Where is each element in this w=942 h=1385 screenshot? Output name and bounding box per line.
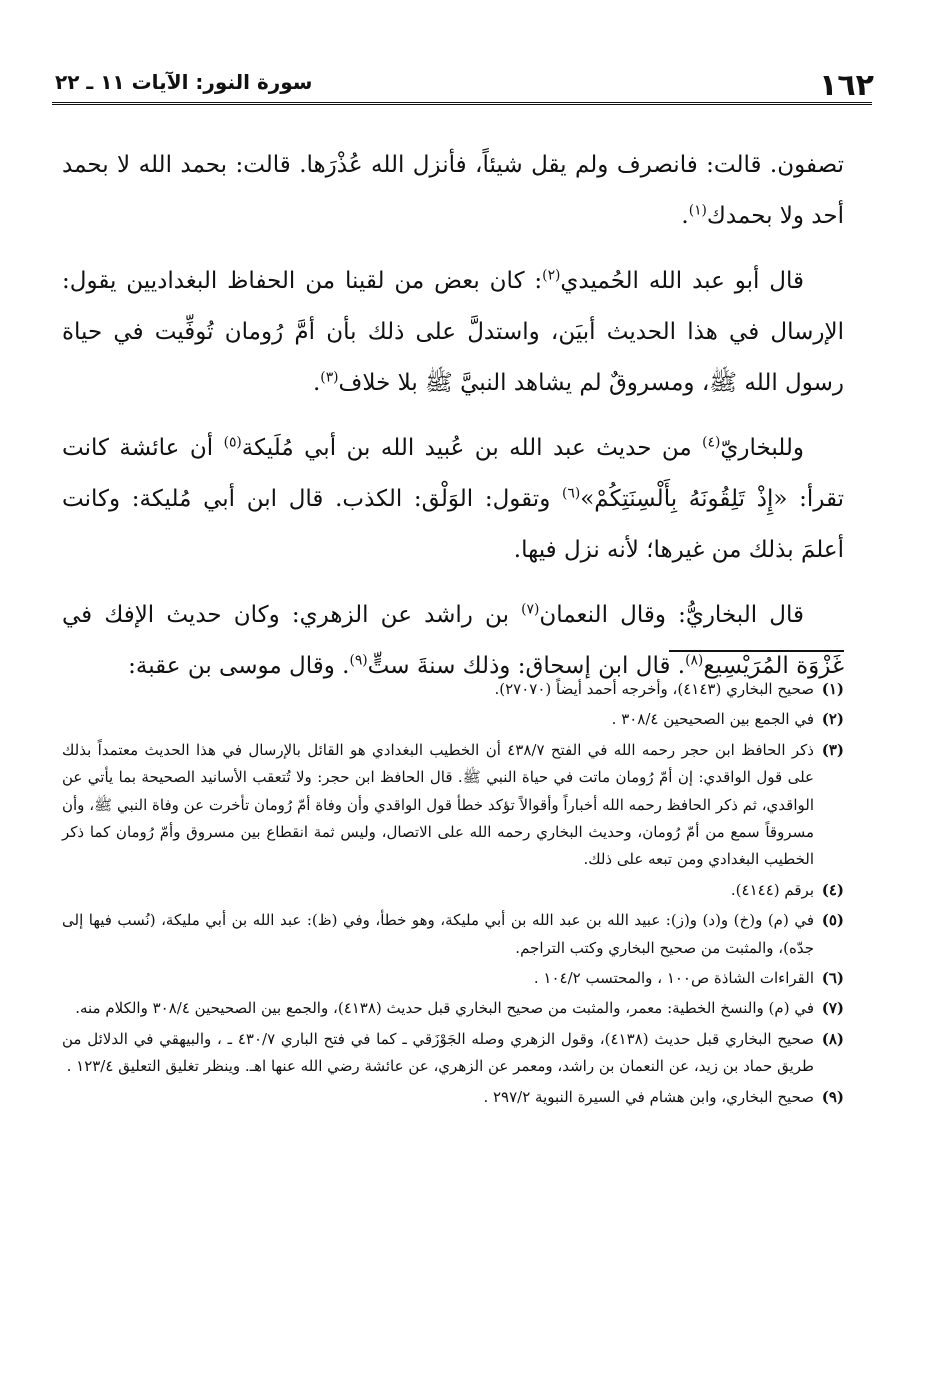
footnote-text: ذكر الحافظ ابن حجر رحمه الله في الفتح ٤٣٨/٧ أن الخطيب البغدادي هو القائل بالإرسال في هذا الحديث معتمداً بذلك على قول الواقدي: إن أمّ رُومان ماتت في حياة النبي ﷺ. قال الحافظ ابن حجر: ولا تُتعقب الأسانيد الصحيحة بما يأتي عن الواقدي، ثم ذكر الحافظ رحمه الله أخباراً وأقوالاً تؤكد خطأ قول الواقدي وأن وفاة أمّ رُومان تأخرت عن وفاة النبي ﷺ، وأن مسروقاً سمع من أمّ رُومان، وحديث البخاري رحمه الله على الاتصال، وليس ثمة انقطاع بين مسروق وأمّ رُومان كما ذكر الخطيب البغدادي ومن تبعه على ذلك. <box>62 740 814 869</box>
footnote-ref: (٤) <box>702 434 721 451</box>
footnote-ref: (٧) <box>521 601 540 618</box>
footnote-text: في (م) والنسخ الخطية: معمر، والمثبت من صحيح البخاري قبل حديث (٤١٣٨)، والجمع بين الصحيحين ٣٠٨/٤ والكلام منه. <box>75 999 814 1018</box>
footnote-text: صحيح البخاري (٤١٤٣)، وأخرجه أحمد أيضاً (٢٧٠٧٠). <box>494 680 814 698</box>
paragraph-text: تصفون. قالت: فانصرف ولم يقل شيئاً، فأنزل الله عُذْرَها. قالت: بحمد الله لا بحمد أحد ولا بحمدك <box>62 152 844 229</box>
page-header <box>55 62 874 106</box>
paragraph <box>62 140 844 242</box>
paragraph-text: : كان بعض من لقينا من الحفاظ البغداديين يقول: الإرسال في هذا الحديث أبيَن، واستدلَّ على ذلك بأن أمَّ رُومان تُوفِّيت في حياة رسول الله ﷺ، ومسروقٌ لم يشاهد النبيَّ ﷺ بلا خلاف <box>62 268 844 396</box>
footnote-number: (٨) <box>821 1029 844 1048</box>
footnote <box>62 965 844 992</box>
paragraph-text: وللبخاريّ <box>720 435 804 461</box>
main-text <box>62 140 844 706</box>
paragraph-text: بن راشد عن الزهري: وكان حديث الإفك في غَزْوَة المُرَيْسِيع <box>62 602 844 679</box>
footnote <box>62 1084 844 1111</box>
footnote-number: (٥) <box>821 911 844 930</box>
paragraph-text: . <box>681 203 689 229</box>
paragraph-text: . <box>312 370 321 396</box>
footnote <box>62 877 844 904</box>
footnote-text: صحيح البخاري قبل حديث (٤١٣٨)، وقول الزهري وصله الجَوْزَقي ـ كما في فتح الباري ٤٣٠/٧ ـ ، والبيهقي في الدلائل من طريق حماد بن زيد، عن النعمان بن راشد، ومعمر عن الزهري، عن عائشة رضي الله عنها اهـ. وينظر تغليق التعليق ١٢٣/٤ . <box>62 1029 814 1076</box>
paragraph-text: . قال ابن إسحاق: وذلك سنةَ ستٍّ <box>367 653 686 679</box>
footnote-text: صحيح البخاري، وابن هشام في السيرة النبوية ٢٩٧/٢ . <box>483 1087 814 1106</box>
footnote-ref: (٢) <box>542 267 561 284</box>
footnote-ref: (٦) <box>562 485 581 502</box>
footnote-ref: (٨) <box>685 652 704 669</box>
paragraph-text: قال أبو عبد الله الحُميدي <box>560 268 804 294</box>
footnote-ref: (١) <box>688 202 707 219</box>
footnote-separator <box>669 650 844 652</box>
footnote-number: (٧) <box>821 999 844 1018</box>
footnote-text: برقم (٤١٤٤). <box>730 880 814 899</box>
footnote-text: في (م) و(خ) و(د) و(ز): عبيد الله بن عبد الله بن أبي مليكة، وهو خطأ، وفي (ظ): عبد الله بن أبي مليكة، (نُسب فيها إلى جدّه)، والمثبت من صحيح البخاري وكتب التراجم. <box>62 911 814 957</box>
footnote-text: القراءات الشاذة ص١٠٠ ، والمحتسب ١٠٤/٢ . <box>533 969 814 988</box>
footnote-ref: (٥) <box>223 434 242 451</box>
running-title: سورة النور: الآيات ١١ ـ ٢٢ <box>55 70 313 94</box>
header-rule <box>52 102 872 105</box>
footnote-number: (٢) <box>821 710 844 729</box>
page-number: ١٦٢ <box>819 68 874 103</box>
footnote <box>62 676 844 703</box>
footnote-number: (١) <box>821 680 844 698</box>
footnote <box>62 1026 844 1081</box>
paragraph-text: قال البخاريُّ: وقال النعمان <box>539 602 804 628</box>
footnote-number: (٤) <box>821 880 844 899</box>
footnote <box>62 995 844 1022</box>
footnote-number: (٣) <box>821 740 844 759</box>
paragraph-text: . وقال موسى بن عقبة: <box>128 653 350 679</box>
paragraph <box>62 256 844 409</box>
footnote-ref: (٣) <box>320 369 339 386</box>
paragraph-text: وتقول: الوَلْق: الكذب. قال ابن أبي مُليكة: وكانت أعلمَ بذلك من غيرها؛ لأنه نزل فيها. <box>62 486 844 563</box>
footnote <box>62 706 844 733</box>
paragraph <box>62 423 844 576</box>
footnote-ref: (٩) <box>349 652 368 669</box>
footnote <box>62 907 844 962</box>
footnote-text: في الجمع بين الصحيحين ٣٠٨/٤ . <box>611 710 814 729</box>
paragraph-text: من حديث عبد الله بن عُبيد الله بن أبي مُلَيكة <box>241 435 703 461</box>
footnotes <box>62 676 844 1114</box>
footnote-number: (٦) <box>821 969 844 988</box>
footnote <box>62 737 844 874</box>
paragraph-text: أن عائشة كانت تقرأ: «إِذْ تَلِقُونَهُ بِأَلْسِنَتِكُمْ» <box>62 435 844 512</box>
footnote-number: (٩) <box>821 1087 844 1106</box>
